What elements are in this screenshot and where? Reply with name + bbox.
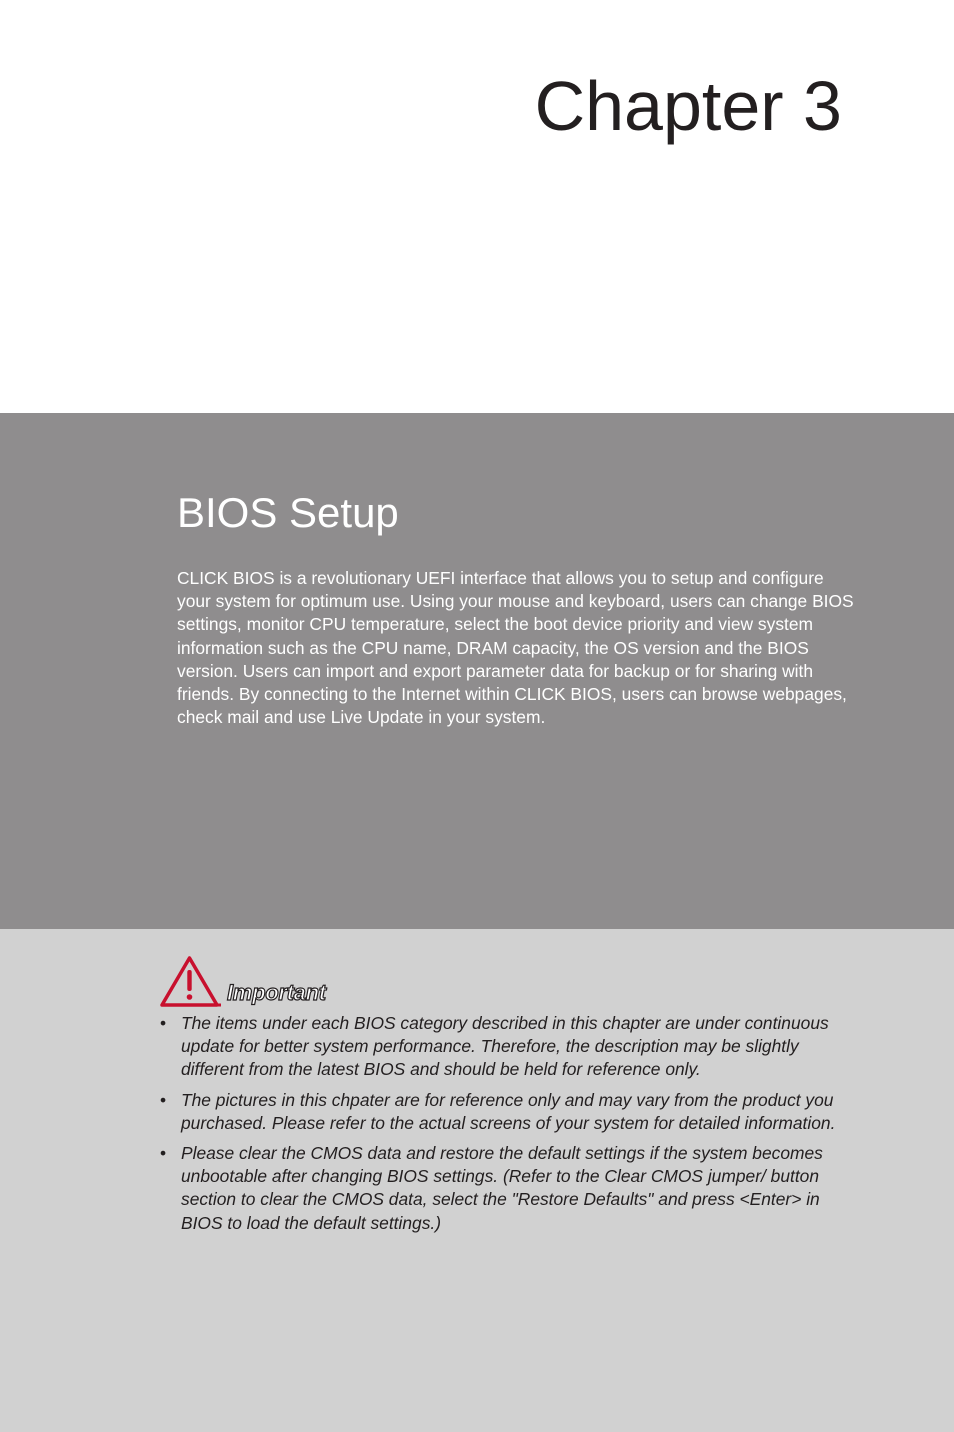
warning-triangle-icon (158, 954, 221, 1010)
section-heading: BIOS Setup (177, 489, 399, 536)
important-notes-list (160, 1012, 840, 1242)
intro-paragraph: CLICK BIOS is a revolutionary UEFI interface that allows you to setup and configure your system for optimum use. Using your mouse and keyboard, users can change BIOS settings, monitor CPU temperature, select the boot device priority and view system information such as the CPU name, DRAM capacity, the OS version and the BIOS version. Users can import and export parameter data for backup or for sharing with friends. By connecting to the Internet within CLICK BIOS, users can browse webpages, check mail and use Live Update in your system. (177, 568, 854, 728)
chapter-title: Chapter 3 (534, 67, 842, 145)
important-note (160, 1089, 840, 1135)
important-label: Important (227, 980, 326, 1005)
note-text: Please clear the CMOS data and restore the default settings if the system becomes unbootable after changing BIOS settings. (Refer to the Clear CMOS jumper/ button section to clear the CMOS data, select the "Restore Defaults" and press <Enter> in BIOS to load the default settings.) (181, 1143, 823, 1233)
bullet: • (160, 1013, 167, 1033)
note-text: The pictures in this chpater are for reference only and may vary from the product you purchased. Please refer to the actual screens of your system for detailed information. (181, 1089, 836, 1133)
important-note (160, 1012, 840, 1082)
important-note (160, 1142, 840, 1235)
note-text: The items under each BIOS category described in this chapter are under continuous update for better system performance. Therefore, the description may be slightly different from the latest BIOS and should be held for reference only. (181, 1013, 829, 1080)
bullet: • (160, 1089, 167, 1110)
bullet: • (160, 1143, 167, 1164)
